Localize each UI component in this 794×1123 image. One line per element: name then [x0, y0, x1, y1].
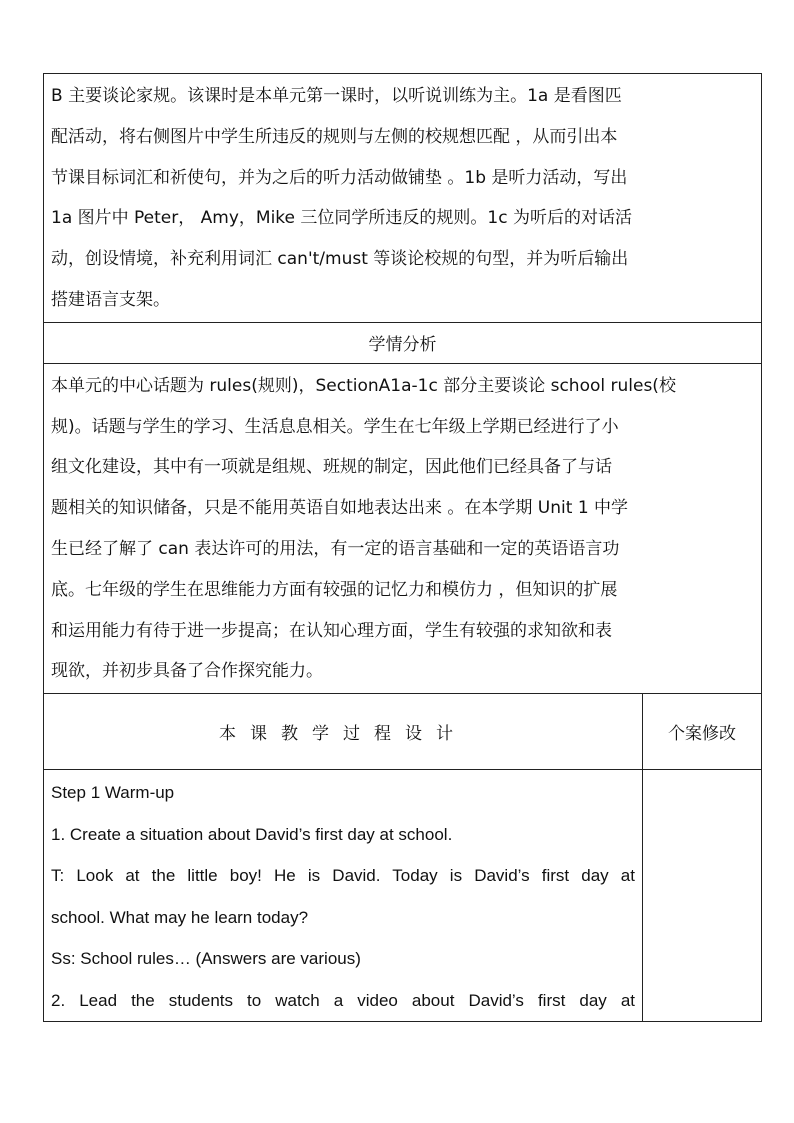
step-line: Ss: School rules… (Answers are various) [51, 949, 361, 969]
analysis-line: 规)。话题与学生的学习、生活息息相关。学生在七年级上学期已经进行了小 [51, 416, 619, 437]
step-line: 1. Create a situation about David’s first day at school. [51, 824, 453, 844]
analysis-line: 题相关的知识储备，只是不能用英语自如地表达出来 。在本学期 Unit 1 中学 [51, 498, 629, 519]
analysis-line: 底。七年级的学生在思维能力方面有较强的记忆力和模仿力 ，但知识的扩展 [51, 579, 618, 600]
intro-line: 1a 图片中 Peter， Amy，Mike 三位同学所违反的规则。1c 为听后的对话活 [51, 208, 632, 229]
intro-line: 配活动，将右侧图片中学生所违反的规则与左侧的校规想匹配 ，从而引出本 [51, 126, 618, 147]
case-modification-heading: 个案修改 [643, 694, 762, 770]
analysis-line: 生已经了解了 can 表达许可的用法，有一定的语言基础和一定的英语语言功 [51, 538, 620, 559]
learner-analysis-heading-row [44, 322, 762, 363]
lesson-plan-table [43, 73, 762, 1022]
process-heading-row [44, 694, 762, 770]
learner-analysis-paragraph [44, 363, 762, 693]
intro-line: 动，创设情境，补充利用词汇 can't/must 等谈论校规的句型，并为听后输出 [51, 249, 629, 270]
process-steps [44, 770, 643, 1022]
analysis-line: 本单元的中心话题为 rules(规则)，SectionA1a-1c 部分主要谈论 school rules(校 [51, 375, 676, 396]
intro-line: B 主要谈论家规。该课时是本单元第一课时，以听说训练为主。1a 是看图匹 [51, 86, 622, 106]
intro-line: 节课目标词汇和祈使句，并为之后的听力活动做铺垫 。1b 是听力活动，写出 [51, 167, 628, 188]
process-heading: 本课教学过程设计 [44, 694, 643, 770]
analysis-line: 和运用能力有待于进一步提高；在认知心理方面，学生有较强的求知欲和表 [51, 620, 612, 641]
analysis-line: 现欲，并初步具备了合作探究能力。 [51, 661, 323, 682]
learner-analysis-heading: 学情分析 [44, 322, 762, 363]
intro-paragraph [44, 74, 762, 323]
intro-line: 搭建语言支架。 [51, 289, 170, 310]
analysis-line: 组文化建设，其中有一项就是组规、班规的制定，因此他们已经具备了与话 [51, 457, 612, 478]
learner-analysis-row [44, 363, 762, 693]
step-line: school. What may he learn today? [51, 907, 309, 927]
step-line: 2. Lead the students to watch a video about David’s first day at [51, 990, 635, 1010]
intro-row [44, 74, 762, 323]
step-line: T: Look at the little boy! He is David. Today is David’s first day at [51, 866, 635, 886]
case-modification-cell[interactable] [643, 770, 762, 1022]
step-line: Step 1 Warm-up [51, 783, 175, 803]
process-row [44, 770, 762, 1022]
